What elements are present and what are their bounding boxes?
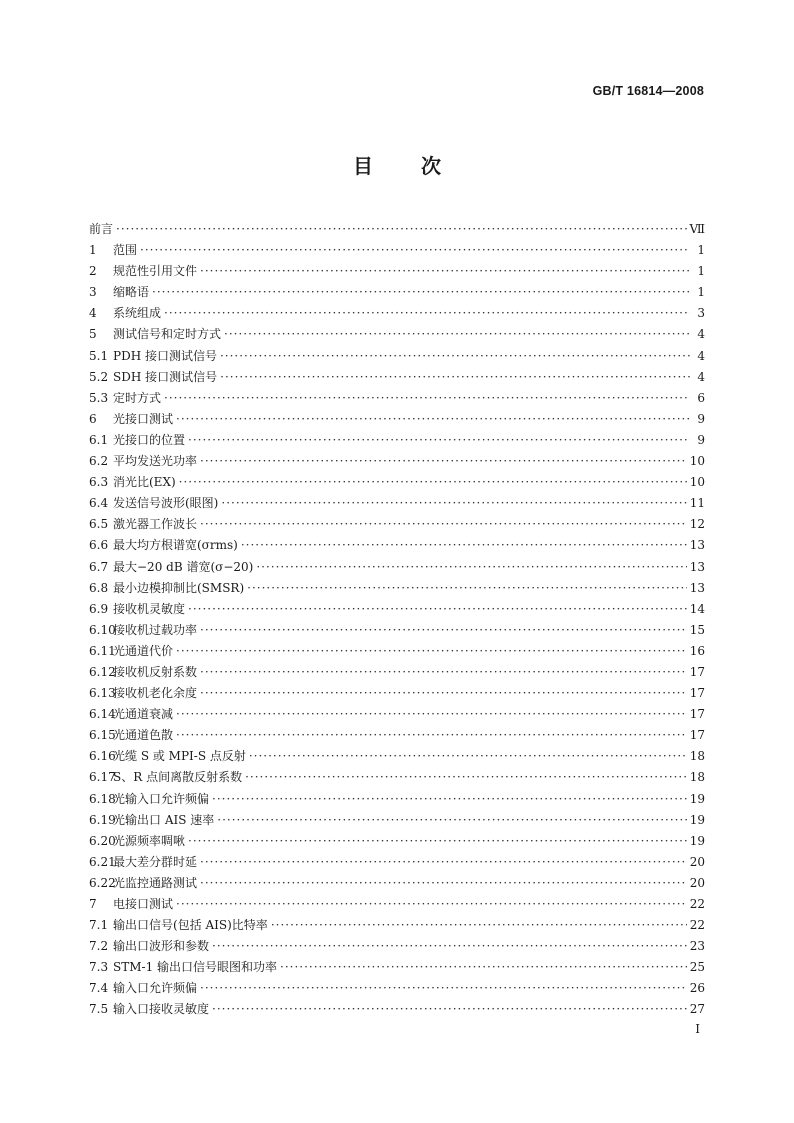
toc-entry-page: 22: [689, 897, 705, 911]
toc-entry[interactable]: [89, 219, 705, 240]
toc-entry-title: 规范性引用文件: [113, 264, 198, 279]
toc-entry-title: 缩略语: [113, 285, 150, 300]
toc-entry-page: 4: [697, 369, 705, 384]
toc-entry-page: 1: [697, 264, 705, 279]
toc-entry-title: 光接口测试: [113, 411, 174, 426]
toc-entry[interactable]: [89, 599, 705, 620]
toc-entry-number: 3: [89, 285, 97, 300]
toc-entry-title: 发送信号波形(眼图): [113, 496, 219, 511]
toc-dot-leader: [188, 430, 690, 451]
toc-entry[interactable]: [89, 641, 705, 662]
toc-entry-page: 9: [697, 411, 705, 426]
toc-dot-leader: [200, 852, 687, 873]
toc-entry[interactable]: [89, 303, 705, 324]
toc-dot-leader: [220, 367, 690, 388]
toc-dot-leader: [256, 557, 686, 578]
toc-entry-title: 前言: [89, 222, 114, 236]
toc-entry-number: 6.8: [89, 580, 109, 595]
toc-dot-leader: [280, 957, 687, 978]
toc-entry[interactable]: [89, 514, 705, 535]
toc-entry-page: 6: [697, 390, 705, 405]
toc-entry-page: 17: [689, 728, 705, 743]
toc-entry-page: 26: [689, 981, 705, 996]
toc-entry-title: 激光器工作波长: [113, 517, 198, 532]
toc-entry-title: S、R 点间离散反射系数: [113, 770, 243, 785]
toc-entry[interactable]: [89, 852, 705, 873]
toc-entry[interactable]: [89, 873, 705, 894]
toc-entry-title: PDH 接口测试信号: [113, 348, 217, 363]
toc-dot-leader: [241, 535, 687, 556]
toc-entry[interactable]: [89, 831, 705, 852]
toc-entry-number: 6.11: [89, 643, 116, 658]
toc-dot-leader: [247, 578, 687, 599]
toc-entry-page: Ⅶ: [689, 222, 705, 236]
toc-entry-title: 接收机老化余度: [113, 686, 198, 701]
toc-entry[interactable]: [89, 493, 705, 514]
toc-entry-number: 6.15: [89, 728, 116, 743]
toc-entry[interactable]: [89, 810, 705, 831]
toc-entry-number: 4: [89, 306, 97, 321]
toc-entry-title: 消光比(EX): [113, 475, 176, 490]
toc-entry-number: 6.12: [89, 664, 116, 679]
toc-entry-number: 5: [89, 327, 97, 342]
toc-entry[interactable]: [89, 409, 705, 430]
toc-entry[interactable]: [89, 767, 705, 788]
toc-entry[interactable]: [89, 746, 705, 767]
toc-dot-leader: [200, 620, 687, 641]
toc-entry-title: STM-1 输出口信号眼图和功率: [113, 960, 278, 975]
toc-dot-leader: [249, 746, 687, 767]
toc-entry-page: 4: [697, 327, 705, 342]
toc-dot-leader: [200, 662, 687, 683]
toc-entry[interactable]: [89, 894, 705, 915]
toc-entry-number: 7: [89, 897, 97, 911]
toc-entry[interactable]: [89, 472, 705, 493]
toc-entry-page: 3: [697, 306, 705, 321]
toc-entry-title: 定时方式: [113, 390, 162, 405]
toc-entry-page: 10: [689, 454, 705, 469]
toc-entry-title: 接收机过载功率: [113, 622, 198, 637]
toc-entry[interactable]: [89, 704, 705, 725]
toc-dot-leader: [176, 409, 690, 430]
toc-entry-number: 6: [89, 411, 97, 426]
toc-dot-leader: [200, 683, 687, 704]
toc-entry[interactable]: [89, 388, 705, 409]
toc-entry-page: 17: [689, 664, 705, 679]
toc-entry[interactable]: [89, 346, 705, 367]
toc-entry-title: 光源频率啁啾: [113, 833, 186, 848]
toc-entry-title: 光接口的位置: [113, 432, 186, 447]
toc-entry-page: 13: [689, 580, 705, 595]
toc-entry-page: 15: [689, 622, 705, 637]
page-number: I: [695, 1022, 700, 1036]
toc-entry-number: 7.4: [89, 981, 109, 996]
toc-entry[interactable]: [89, 936, 705, 957]
toc-dot-leader: [217, 810, 686, 831]
toc-entry[interactable]: [89, 535, 705, 556]
toc-entry-title: 最大−20 dB 谱宽(σ−20): [113, 559, 254, 574]
toc-entry-title: 输出口信号(包括 AIS)比特率: [113, 918, 268, 933]
page-title: [0, 150, 794, 179]
toc-entry-title: 系统组成: [113, 306, 162, 321]
toc-dot-leader: [212, 999, 687, 1020]
toc-entry[interactable]: [89, 261, 705, 282]
toc-entry-title: 最小边模抑制比(SMSR): [113, 580, 245, 595]
toc-entry-page: 11: [689, 496, 705, 511]
toc-entry-number: 6.9: [89, 601, 109, 616]
toc-entry-number: 6.20: [89, 833, 116, 848]
toc-dot-leader: [271, 915, 687, 936]
toc-entry-page: 25: [689, 960, 705, 975]
toc-entry-title: 光监控通路测试: [113, 875, 198, 890]
toc-entry[interactable]: [89, 578, 705, 599]
toc-entry-title: 接收机反射系数: [113, 664, 198, 679]
toc-entry-number: 5.1: [89, 348, 109, 363]
toc-entry-number: 7.2: [89, 939, 109, 954]
toc-entry-title: 接收机灵敏度: [113, 601, 186, 616]
toc-entry-number: 6.13: [89, 686, 116, 701]
toc-entry-page: 20: [689, 854, 705, 869]
toc-entry[interactable]: [89, 324, 705, 345]
toc-dot-leader: [188, 599, 687, 620]
toc-entry-page: 14: [689, 601, 705, 616]
toc-entry-title: 平均发送光功率: [113, 454, 198, 469]
toc-entry-number: 6.21: [89, 854, 116, 869]
toc-dot-leader: [245, 767, 687, 788]
toc-entry-number: 6.5: [89, 517, 109, 532]
toc-entry-number: 6.19: [89, 812, 116, 827]
toc-entry-title: 输入口允许频偏: [113, 981, 198, 996]
toc-dot-leader: [116, 219, 686, 240]
toc-dot-leader: [200, 451, 687, 472]
toc-entry-page: 22: [689, 918, 705, 933]
toc-entry-number: 6.6: [89, 538, 109, 553]
toc-entry-title: 光缆 S 或 MPI-S 点反射: [113, 749, 246, 764]
toc-entry-page: 13: [689, 559, 705, 574]
toc-entry-title: 最大差分群时延: [113, 854, 198, 869]
toc-entry[interactable]: [89, 557, 705, 578]
table-of-contents: [89, 219, 705, 1021]
toc-entry-title: 光输出口 AIS 速率: [113, 812, 215, 827]
toc-dot-leader: [188, 831, 687, 852]
toc-dot-leader: [164, 388, 690, 409]
toc-entry[interactable]: [89, 999, 705, 1020]
toc-entry-page: 12: [689, 517, 705, 532]
toc-dot-leader: [176, 725, 687, 746]
toc-entry-page: 17: [689, 686, 705, 701]
toc-dot-leader: [200, 261, 690, 282]
toc-entry-number: 5.2: [89, 369, 109, 384]
toc-entry-number: 6.18: [89, 791, 116, 806]
toc-entry-number: 6.3: [89, 475, 109, 490]
toc-dot-leader: [176, 641, 687, 662]
toc-dot-leader: [212, 789, 687, 810]
toc-entry-title: 电接口测试: [113, 897, 174, 911]
toc-entry-page: 9: [697, 432, 705, 447]
toc-dot-leader: [224, 324, 690, 345]
toc-entry[interactable]: [89, 282, 705, 303]
toc-dot-leader: [200, 873, 687, 894]
toc-entry-number: 6.4: [89, 496, 109, 511]
toc-entry-number: 6.14: [89, 707, 116, 722]
toc-entry-page: 23: [689, 939, 705, 954]
toc-entry[interactable]: [89, 789, 705, 810]
standard-code: GB/T 16814—2008: [592, 84, 704, 98]
page-title-char-1: 目: [353, 154, 373, 178]
toc-entry-number: 7.3: [89, 960, 109, 975]
toc-entry-number: 2: [89, 264, 97, 279]
toc-entry-page: 18: [689, 749, 705, 764]
toc-entry-number: 1: [89, 243, 97, 258]
toc-entry-page: 20: [689, 875, 705, 890]
toc-dot-leader: [176, 894, 687, 915]
toc-entry-title: 输出口波形和参数: [113, 939, 210, 954]
toc-entry-number: 5.3: [89, 390, 109, 405]
toc-dot-leader: [200, 514, 687, 535]
toc-entry-title: 最大均方根谱宽(σrms): [113, 538, 238, 553]
toc-entry-number: 7.1: [89, 918, 109, 933]
toc-entry-title: 光通道衰减: [113, 707, 174, 722]
toc-entry-number: 6.22: [89, 875, 116, 890]
toc-entry-page: 13: [689, 538, 705, 553]
toc-entry-page: 27: [689, 1002, 705, 1017]
toc-entry-number: 7.5: [89, 1002, 109, 1017]
toc-entry[interactable]: [89, 957, 705, 978]
toc-entry-number: 6.7: [89, 559, 109, 574]
toc-entry-number: 6.1: [89, 432, 109, 447]
toc-entry-page: 17: [689, 707, 705, 722]
toc-dot-leader: [164, 303, 690, 324]
toc-entry[interactable]: [89, 915, 705, 936]
toc-entry-title: 范围: [113, 243, 138, 258]
toc-entry-title: 输入口接收灵敏度: [113, 1002, 210, 1017]
toc-entry-number: 6.10: [89, 622, 116, 637]
toc-dot-leader: [176, 704, 687, 725]
toc-entry-page: 19: [689, 833, 705, 848]
toc-entry-page: 16: [689, 643, 705, 658]
toc-entry-page: 10: [689, 475, 705, 490]
toc-entry[interactable]: [89, 430, 705, 451]
toc-entry[interactable]: [89, 367, 705, 388]
toc-entry-title: 光输入口允许频偏: [113, 791, 210, 806]
toc-entry[interactable]: [89, 978, 705, 999]
toc-dot-leader: [221, 493, 686, 514]
toc-entry-page: 18: [689, 770, 705, 785]
toc-entry-page: 19: [689, 812, 705, 827]
toc-dot-leader: [220, 346, 690, 367]
toc-entry[interactable]: [89, 240, 705, 261]
toc-entry[interactable]: [89, 620, 705, 641]
toc-entry[interactable]: [89, 725, 705, 746]
toc-dot-leader: [200, 978, 687, 999]
toc-entry-page: 1: [697, 285, 705, 300]
toc-entry-title: 光通道色散: [113, 728, 174, 743]
toc-entry-title: SDH 接口测试信号: [113, 369, 218, 384]
toc-entry-title: 光通道代价: [113, 643, 174, 658]
toc-entry[interactable]: [89, 683, 705, 704]
toc-entry-number: 6.16: [89, 749, 116, 764]
toc-entry-page: 4: [697, 348, 705, 363]
toc-dot-leader: [179, 472, 687, 493]
toc-entry-number: 6.2: [89, 454, 109, 469]
toc-entry[interactable]: [89, 662, 705, 683]
toc-dot-leader: [212, 936, 687, 957]
toc-entry[interactable]: [89, 451, 705, 472]
toc-entry-page: 1: [697, 243, 705, 258]
toc-entry-page: 19: [689, 791, 705, 806]
toc-entry-number: 6.17: [89, 770, 116, 785]
toc-dot-leader: [140, 240, 690, 261]
page-title-char-2: 次: [421, 154, 441, 178]
toc-dot-leader: [152, 282, 690, 303]
toc-entry-title: 测试信号和定时方式: [113, 327, 222, 342]
